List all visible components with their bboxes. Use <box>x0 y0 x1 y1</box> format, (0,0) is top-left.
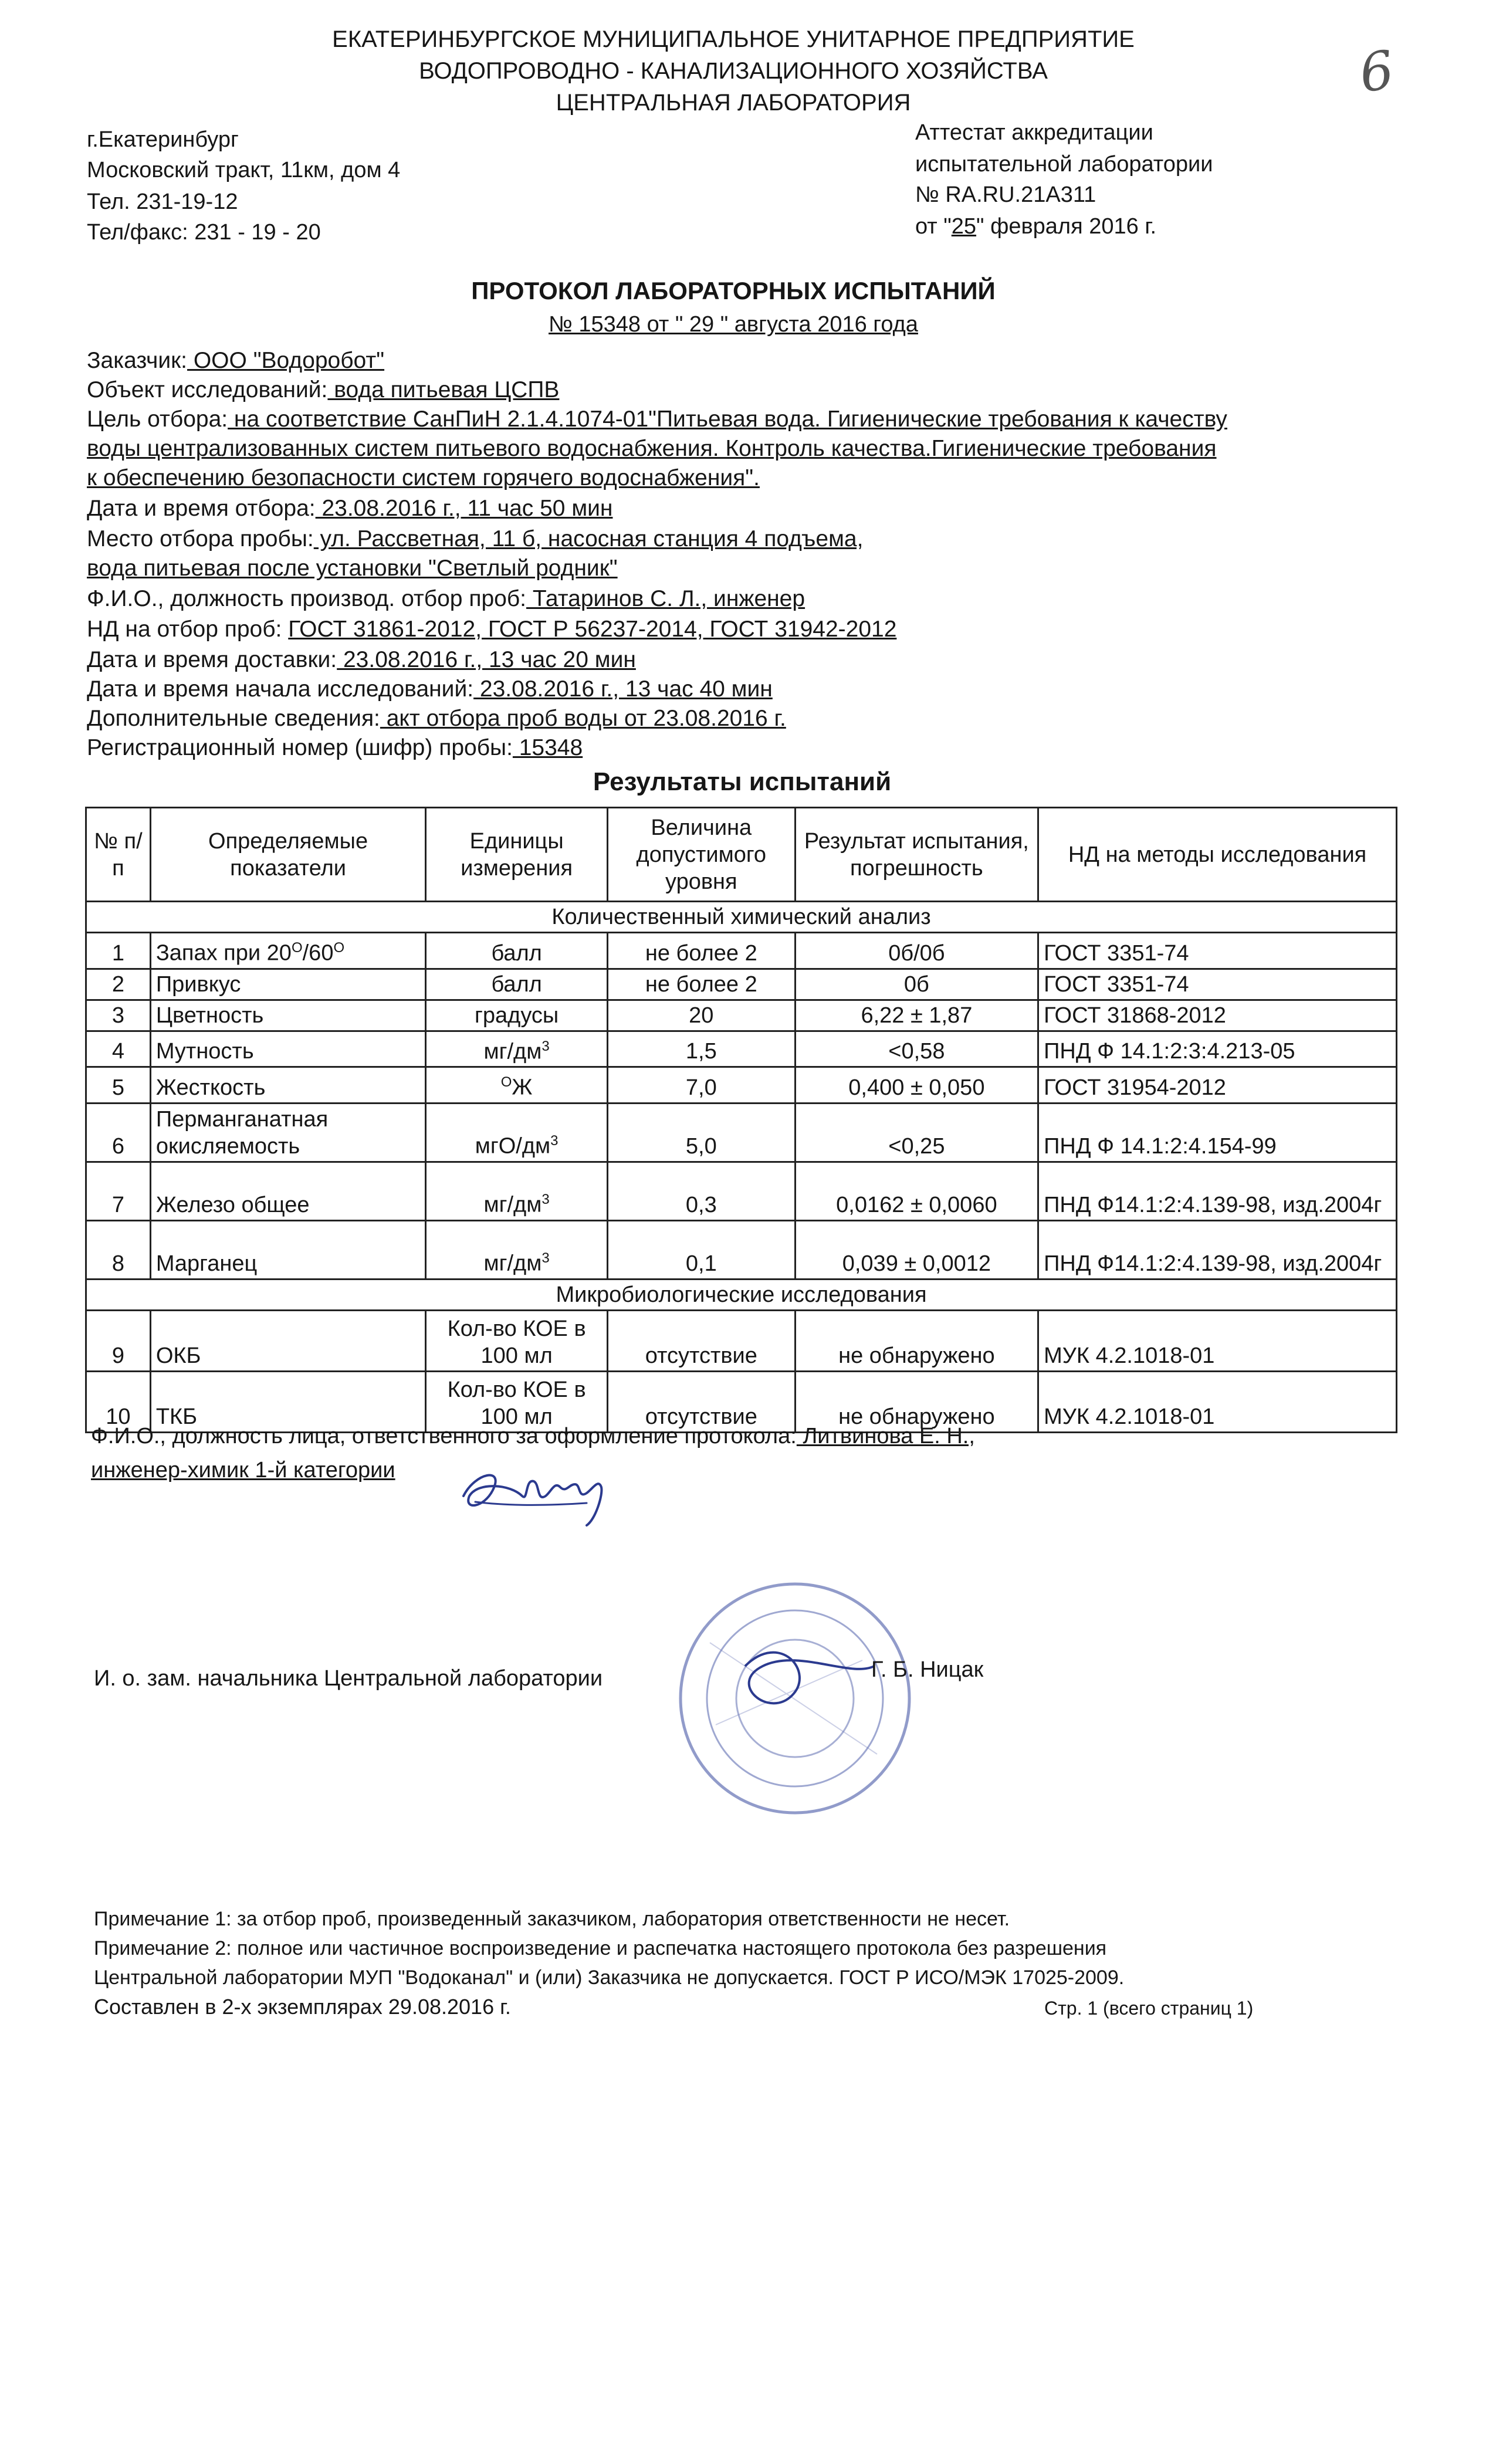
header-method: НД на методы исследования <box>1038 808 1397 902</box>
row-result: 0,039 ± 0,0012 <box>795 1220 1038 1279</box>
address-fax: Тел/факс: 231 - 19 - 20 <box>87 220 321 245</box>
row-method: ПНД Ф 14.1:2:3:4.213-05 <box>1038 1031 1397 1067</box>
row-result: 0,0162 ± 0,0060 <box>795 1162 1038 1220</box>
note-1: Примечание 1: за отбор проб, произведенный заказчиком, лаборатория ответственности не несет. <box>94 1908 1010 1930</box>
address-street: Московский тракт, 11км, дом 4 <box>87 158 401 182</box>
deputy-label: И. о. зам. начальника Центральной лаборатории <box>94 1666 603 1691</box>
sampling-date-field: Дата и время отбора: 23.08.2016 г., 11 час 50 мин <box>87 496 613 521</box>
row-method: ПНД Ф14.1:2:4.139-98, изд.2004г <box>1038 1220 1397 1279</box>
object-field: Объект исследований: вода питьевая ЦСПВ <box>87 377 560 402</box>
reg-number-field: Регистрационный номер (шифр) пробы: 15348 <box>87 735 583 760</box>
results-title: Результаты испытаний <box>593 767 892 796</box>
accreditation-line2: испытательной лаборатории <box>915 152 1213 177</box>
row-result: 6,22 ± 1,87 <box>795 1000 1038 1031</box>
row-indicator: Железо общее <box>150 1162 425 1220</box>
handwritten-page-number: 6 <box>1355 39 1398 105</box>
row-method: ГОСТ 31868-2012 <box>1038 1000 1397 1031</box>
header-number: № п/п <box>86 808 151 902</box>
row-unit: $^О$Ж <box>426 1067 608 1104</box>
row-limit: 0,1 <box>607 1220 795 1279</box>
accreditation-date: от "25" февраля 2016 г. <box>915 214 1157 239</box>
row-unit: балл <box>426 969 608 1000</box>
row-method: ГОСТ 3351-74 <box>1038 969 1397 1000</box>
responsible-field: Ф.И.О., должность лица, ответственного за оформление протокола: Литвинова Е. Н., <box>91 1424 975 1448</box>
section-title: Количественный химический анализ <box>86 902 1397 933</box>
org-name-line3: ЦЕНТРАЛЬНАЯ ЛАБОРАТОРИЯ <box>556 90 911 116</box>
table-row <box>86 1310 1397 1371</box>
row-limit: не более 2 <box>607 969 795 1000</box>
row-limit: отсутствие <box>607 1371 795 1432</box>
row-number: 5 <box>86 1067 151 1104</box>
row-indicator: Перманганатная окисляемость <box>150 1103 425 1162</box>
section-row-micro <box>86 1279 1397 1310</box>
page-counter: Стр. 1 (всего страниц 1) <box>1044 1998 1254 2019</box>
note-2-line2: Центральной лаборатории МУП "Водоканал" и (или) Заказчика не допускается. ГОСТ Р ИСО/МЭК 17025-2009. <box>94 1967 1125 1989</box>
place-field: Место отбора пробы: ул. Рассветная, 11 б, насосная станция 4 подъема, <box>87 526 864 551</box>
row-number: 6 <box>86 1103 151 1162</box>
row-limit: отсутствие <box>607 1310 795 1371</box>
row-limit: 0,3 <box>607 1162 795 1220</box>
header-unit: Единицы измерения <box>426 808 608 902</box>
purpose-field-line2: воды централизованных систем питьевого водоснабжения. Контроль качества.Гигиенические требования <box>87 436 1217 461</box>
row-indicator: Мутность <box>150 1031 425 1067</box>
row-indicator: Привкус <box>150 969 425 1000</box>
row-result: не обнаружено <box>795 1310 1038 1371</box>
row-result: <0,58 <box>795 1031 1038 1067</box>
row-number: 10 <box>86 1371 151 1432</box>
table-row <box>86 1103 1397 1162</box>
row-limit: 7,0 <box>607 1067 795 1104</box>
row-method: ПНД Ф 14.1:2:4.154-99 <box>1038 1103 1397 1162</box>
row-number: 4 <box>86 1031 151 1067</box>
deputy-name: Г. Б. Ницак <box>871 1657 984 1682</box>
purpose-field-line3: к обеспечению безопасности систем горячего водоснабжения". <box>87 465 760 490</box>
table-row <box>86 933 1397 969</box>
row-method: МУК 4.2.1018-01 <box>1038 1310 1397 1371</box>
header-indicator: Определяемые показатели <box>150 808 425 902</box>
extra-info-field: Дополнительные сведения: акт отбора проб воды от 23.08.2016 г. <box>87 706 786 731</box>
section-title: Микробиологические исследования <box>86 1279 1397 1310</box>
row-number: 1 <box>86 933 151 969</box>
protocol-title: ПРОТОКОЛ ЛАБОРАТОРНЫХ ИСПЫТАНИЙ <box>471 277 996 304</box>
copies-note: Составлен в 2-х экземплярах 29.08.2016 г. <box>94 1995 511 2019</box>
row-indicator: ТКБ <box>150 1371 425 1432</box>
row-result: 0б/0б <box>795 933 1038 969</box>
row-unit: мгО/$дм^3$ <box>426 1103 608 1162</box>
row-result: <0,25 <box>795 1103 1038 1162</box>
row-unit: Кол-во КОЕ в 100 мл <box>426 1371 608 1432</box>
row-unit: балл <box>426 933 608 969</box>
results-table <box>85 807 1397 1433</box>
row-indicator: Цветность <box>150 1000 425 1031</box>
signature-image <box>452 1455 628 1531</box>
table-row <box>86 1162 1397 1220</box>
delivery-field: Дата и время доставки: 23.08.2016 г., 13 час 20 мин <box>87 647 636 672</box>
row-result: 0б <box>795 969 1038 1000</box>
header-result: Результат испытания, погрешность <box>795 808 1038 902</box>
row-indicator: Запах при $20^О/60^О$ <box>150 933 425 969</box>
nd-sampling-field: НД на отбор проб: ГОСТ 31861-2012, ГОСТ Р 56237-2014, ГОСТ 31942-2012 <box>87 617 897 642</box>
start-field: Дата и время начала исследований: 23.08.2016 г., 13 час 40 мин <box>87 676 773 702</box>
purpose-field: Цель отбора: на соответствие СанПиН 2.1.4.1074-01"Питьевая вода. Гигиенические требования к качеству <box>87 407 1227 432</box>
accreditation-number: № RA.RU.21А311 <box>915 182 1096 207</box>
row-unit: $мг/дм^3$ <box>426 1031 608 1067</box>
row-method: ПНД Ф14.1:2:4.139-98, изд.2004г <box>1038 1162 1397 1220</box>
row-number: 2 <box>86 969 151 1000</box>
row-unit: Кол-во КОЕ в 100 мл <box>426 1310 608 1371</box>
row-method: МУК 4.2.1018-01 <box>1038 1371 1397 1432</box>
address-phone: Тел. 231-19-12 <box>87 189 238 214</box>
row-limit: 5,0 <box>607 1103 795 1162</box>
row-method: ГОСТ 31954-2012 <box>1038 1067 1397 1104</box>
row-number: 3 <box>86 1000 151 1031</box>
row-result: не обнаружено <box>795 1371 1038 1432</box>
row-unit: $мг/дм^3$ <box>426 1220 608 1279</box>
section-row-chemical <box>86 902 1397 933</box>
row-indicator: Жесткость <box>150 1067 425 1104</box>
note-2-line1: Примечание 2: полное или частичное воспроизведение и распечатка настоящего протокола без разрешения <box>94 1937 1107 1959</box>
table-row <box>86 969 1397 1000</box>
responsible-position: инженер-химик 1-й категории <box>91 1458 395 1483</box>
row-limit: не более 2 <box>607 933 795 969</box>
row-number: 8 <box>86 1220 151 1279</box>
header-limit: Величина допустимого уровня <box>607 808 795 902</box>
protocol-number: № 15348 от " 29 " августа 2016 года <box>549 312 918 337</box>
place-field-line2: вода питьевая после установки "Светлый родник" <box>87 556 618 581</box>
row-limit: 20 <box>607 1000 795 1031</box>
address-city: г.Екатеринбург <box>87 127 239 152</box>
row-indicator: Марганец <box>150 1220 425 1279</box>
table-row <box>86 1000 1397 1031</box>
row-indicator: ОКБ <box>150 1310 425 1371</box>
stamp-image <box>675 1578 915 1819</box>
org-name-line1: ЕКАТЕРИНБУРГСКОЕ МУНИЦИПАЛЬНОЕ УНИТАРНОЕ ПРЕДПРИЯТИЕ <box>332 26 1135 52</box>
row-unit: $мг/дм^3$ <box>426 1162 608 1220</box>
accreditation-line1: Аттестат аккредитации <box>915 120 1153 145</box>
row-number: 9 <box>86 1310 151 1371</box>
row-number: 7 <box>86 1162 151 1220</box>
table-row <box>86 1067 1397 1104</box>
org-name-line2: ВОДОПРОВОДНО - КАНАЛИЗАЦИОННОГО ХОЗЯЙСТВА <box>419 58 1048 84</box>
sampler-field: Ф.И.О., должность производ. отбор проб: Татаринов С. Л., инженер <box>87 586 805 611</box>
table-row <box>86 1220 1397 1279</box>
table-row <box>86 1031 1397 1067</box>
row-method: ГОСТ 3351-74 <box>1038 933 1397 969</box>
customer-field: Заказчик: ООО "Водоробот" <box>87 348 385 373</box>
row-unit: градусы <box>426 1000 608 1031</box>
row-limit: 1,5 <box>607 1031 795 1067</box>
table-header-row <box>86 808 1397 902</box>
row-result: 0,400 ± 0,050 <box>795 1067 1038 1104</box>
